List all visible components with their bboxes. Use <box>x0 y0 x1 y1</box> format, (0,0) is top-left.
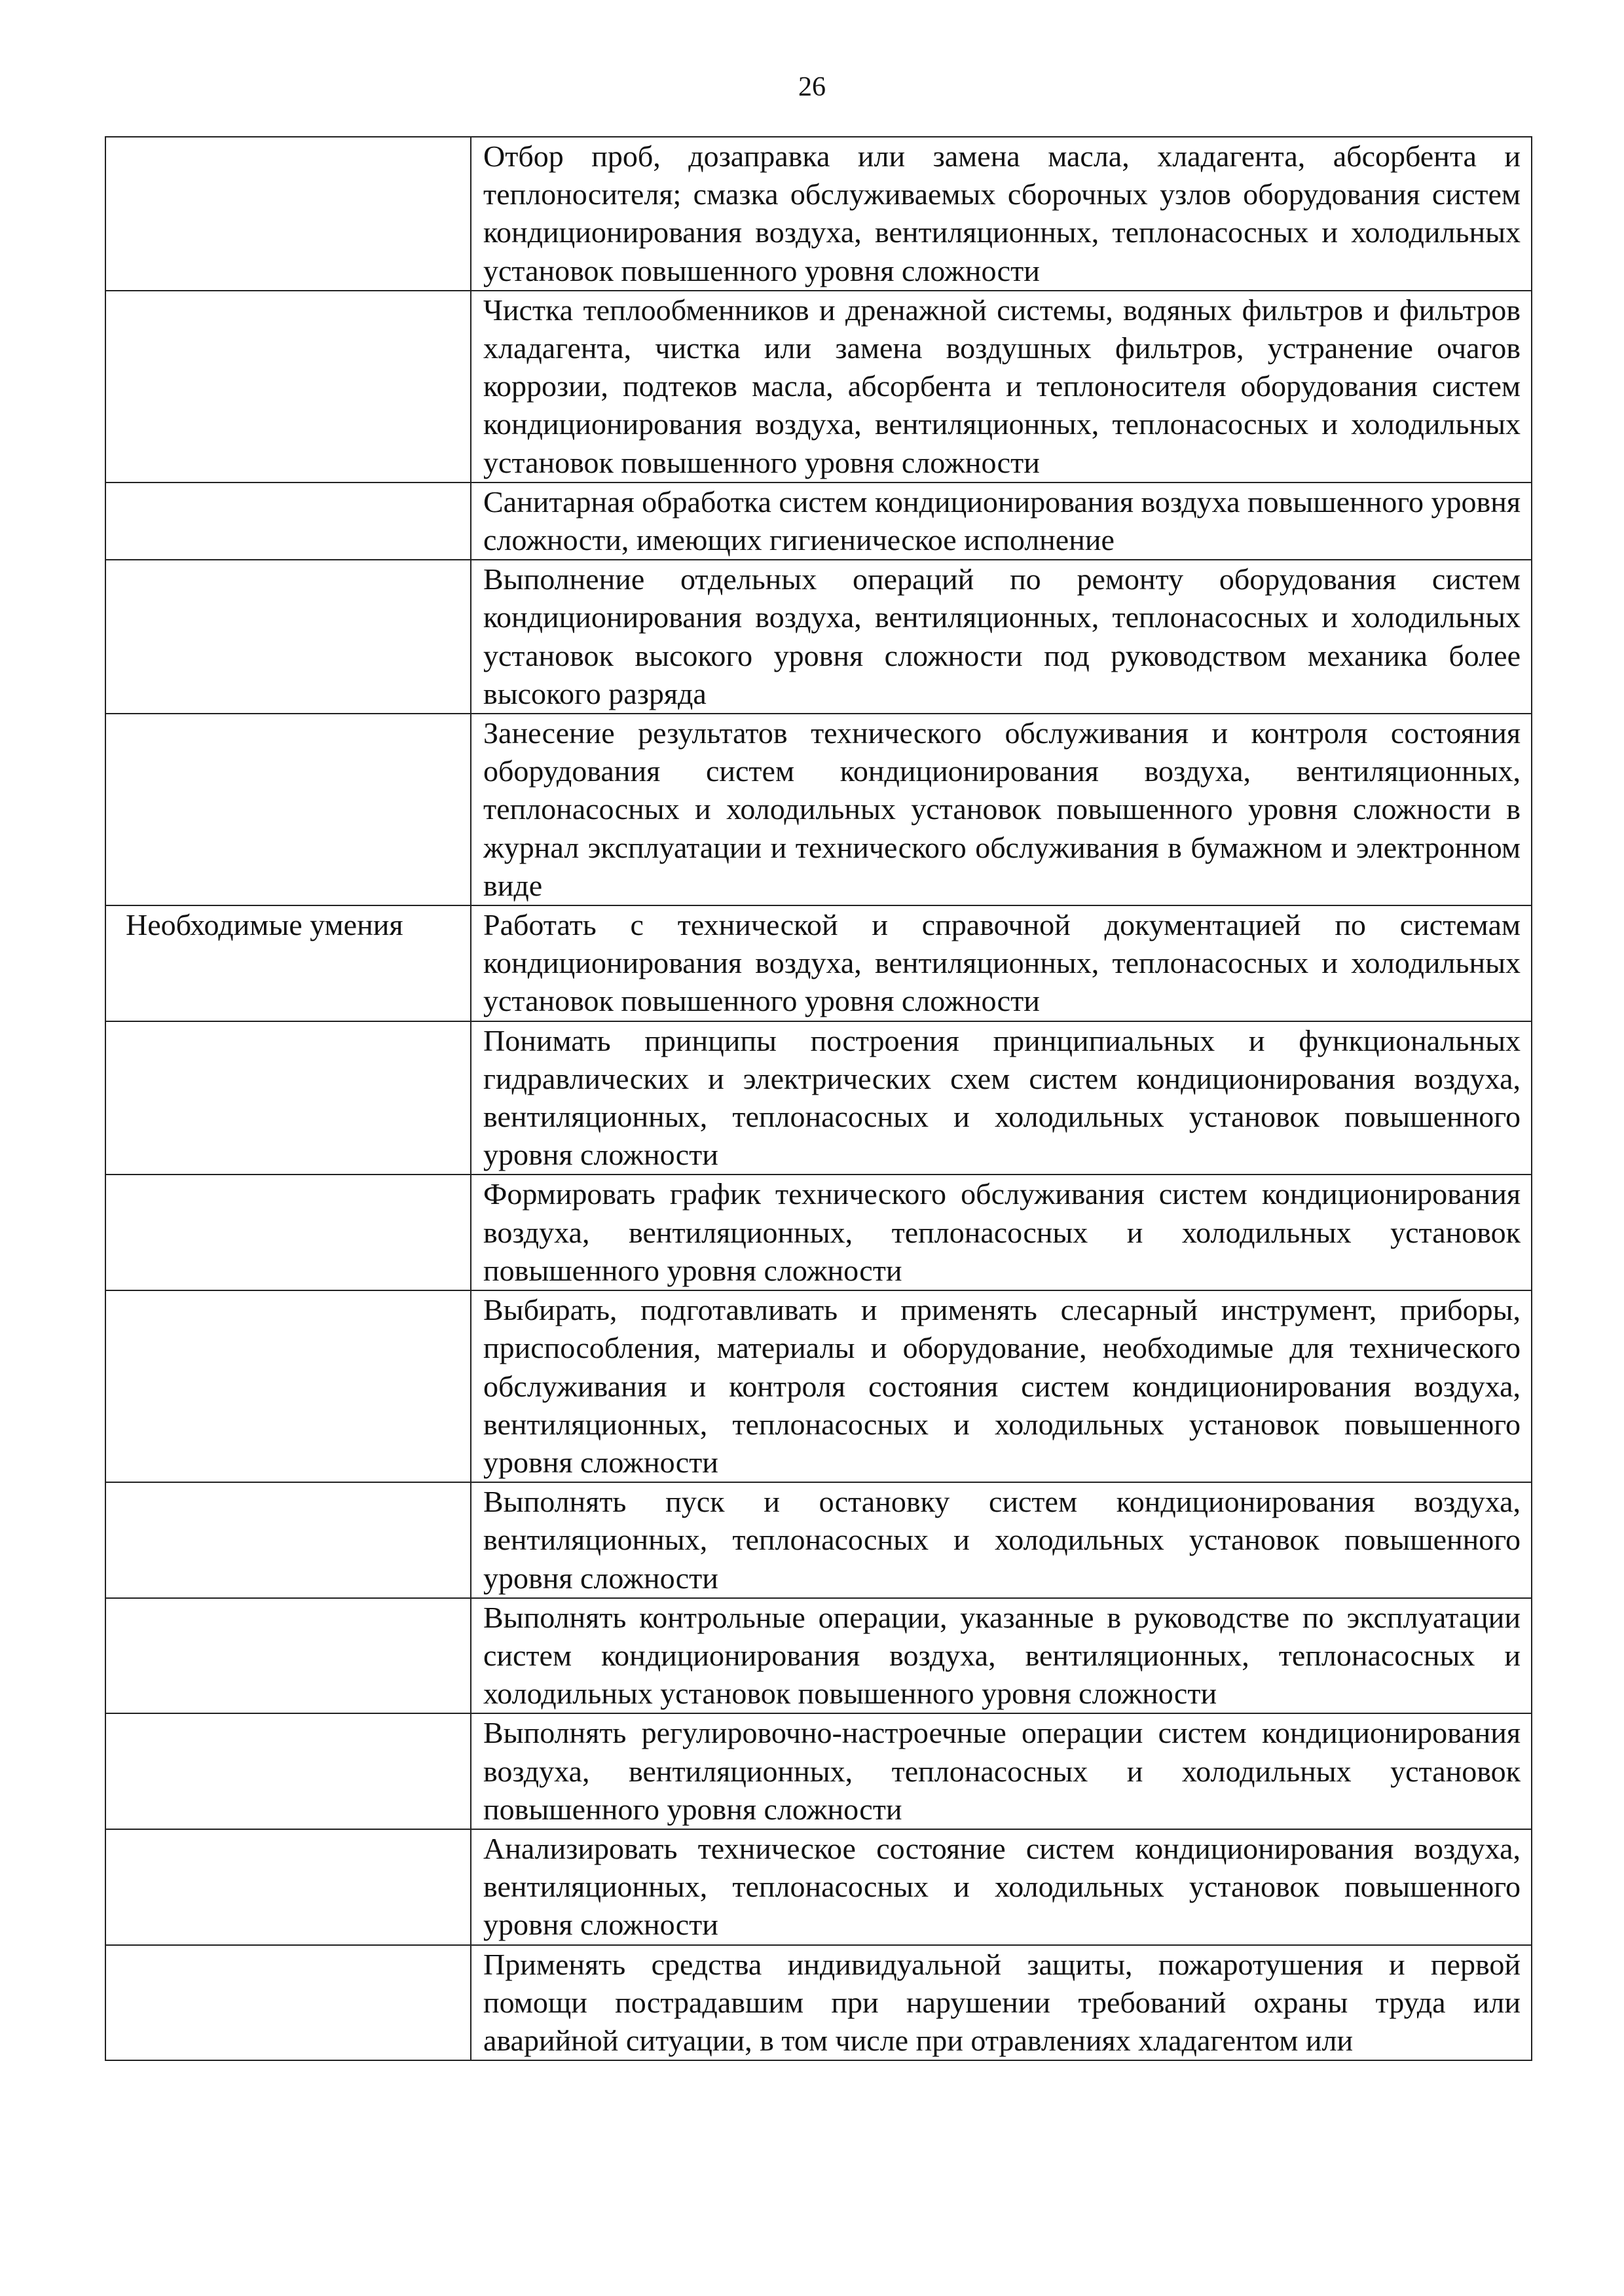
table-row <box>105 483 1532 560</box>
row-label <box>105 1175 471 1290</box>
table-row <box>105 1713 1532 1829</box>
row-text: Формировать график технического обслуживания систем кондиционирования воздуха, вентиляционных, теплонасосных и холодильных установок повышенного уровня сложности <box>471 1175 1532 1290</box>
row-text: Работать с технической и справочной документацией по системам кондиционирования воздуха, вентиляционных, теплонасосных и холодильных установок повышенного уровня сложности <box>471 905 1532 1021</box>
row-text: Применять средства индивидуальной защиты, пожаротушения и первой помощи пострадавшим при нарушении требований охраны труда или аварийной ситуации, в том числе при отравлениях хладагентом или <box>471 1945 1532 2061</box>
table-row <box>105 905 1532 1021</box>
page-number: 26 <box>798 72 826 102</box>
row-text: Чистка теплообменников и дренажной системы, водяных фильтров и фильтров хладагента, чистка или замена воздушных фильтров, устранение очагов коррозии, подтеков масла, абсорбента и теплоносителя оборудования систем кондиционирования воздуха, вентиляционных, теплонасосных и холодильных установок повышенного уровня сложности <box>471 291 1532 483</box>
row-label <box>105 137 471 291</box>
row-label <box>105 1482 471 1598</box>
row-label <box>105 1290 471 1482</box>
table-row <box>105 1482 1532 1598</box>
table-row <box>105 714 1532 905</box>
row-label <box>105 291 471 483</box>
row-label <box>105 1598 471 1714</box>
table-row <box>105 560 1532 714</box>
section-label-skills: Необходимые умения <box>105 905 471 1021</box>
row-text: Выполнять пуск и остановку систем кондиционирования воздуха, вентиляционных, теплонасосных и холодильных установок повышенного уровня сложности <box>471 1482 1532 1598</box>
row-label <box>105 1829 471 1945</box>
requirements-table <box>105 136 1532 2061</box>
row-label <box>105 560 471 714</box>
row-text: Выполнять регулировочно-настроечные операции систем кондиционирования воздуха, вентиляционных, теплонасосных и холодильных установок повышенного уровня сложности <box>471 1713 1532 1829</box>
row-text: Анализировать техническое состояние систем кондиционирования воздуха, вентиляционных, теплонасосных и холодильных установок повышенного уровня сложности <box>471 1829 1532 1945</box>
table-row <box>105 1290 1532 1482</box>
row-text: Выполнять контрольные операции, указанные в руководстве по эксплуатации систем кондиционирования воздуха, вентиляционных, теплонасосных и холодильных установок повышенного уровня сложности <box>471 1598 1532 1714</box>
table-row <box>105 1945 1532 2061</box>
row-text: Выбирать, подготавливать и применять слесарный инструмент, приборы, приспособления, материалы и оборудование, необходимые для технического обслуживания и контроля состояния систем кондиционирования воздуха, вентиляционных, теплонасосных и холодильных установок повышенного уровня сложности <box>471 1290 1532 1482</box>
table-row <box>105 1829 1532 1945</box>
row-label <box>105 714 471 905</box>
row-label <box>105 1945 471 2061</box>
row-label <box>105 1021 471 1175</box>
row-label <box>105 1713 471 1829</box>
table-row <box>105 137 1532 291</box>
row-text: Выполнение отдельных операций по ремонту оборудования систем кондиционирования воздуха, вентиляционных, теплонасосных и холодильных установок высокого уровня сложности под руководством механика более высокого разряда <box>471 560 1532 714</box>
table-row <box>105 1175 1532 1290</box>
table-row <box>105 1021 1532 1175</box>
table-row <box>105 1598 1532 1714</box>
table-row <box>105 291 1532 483</box>
row-text: Занесение результатов технического обслуживания и контроля состояния оборудования систем кондиционирования воздуха, вентиляционных, теплонасосных и холодильных установок повышенного уровня сложности в журнал эксплуатации и технического обслуживания в бумажном и электронном виде <box>471 714 1532 905</box>
row-label <box>105 483 471 560</box>
row-text: Санитарная обработка систем кондиционирования воздуха повышенного уровня сложности, имеющих гигиеническое исполнение <box>471 483 1532 560</box>
row-text: Отбор проб, дозаправка или замена масла, хладагента, абсорбента и теплоносителя; смазка обслуживаемых сборочных узлов оборудования систем кондиционирования воздуха, вентиляционных, теплонасосных и холодильных установок повышенного уровня сложности <box>471 137 1532 291</box>
row-text: Понимать принципы построения принципиальных и функциональных гидравлических и электрических схем систем кондиционирования воздуха, вентиляционных, теплонасосных и холодильных установок повышенного уровня сложности <box>471 1021 1532 1175</box>
